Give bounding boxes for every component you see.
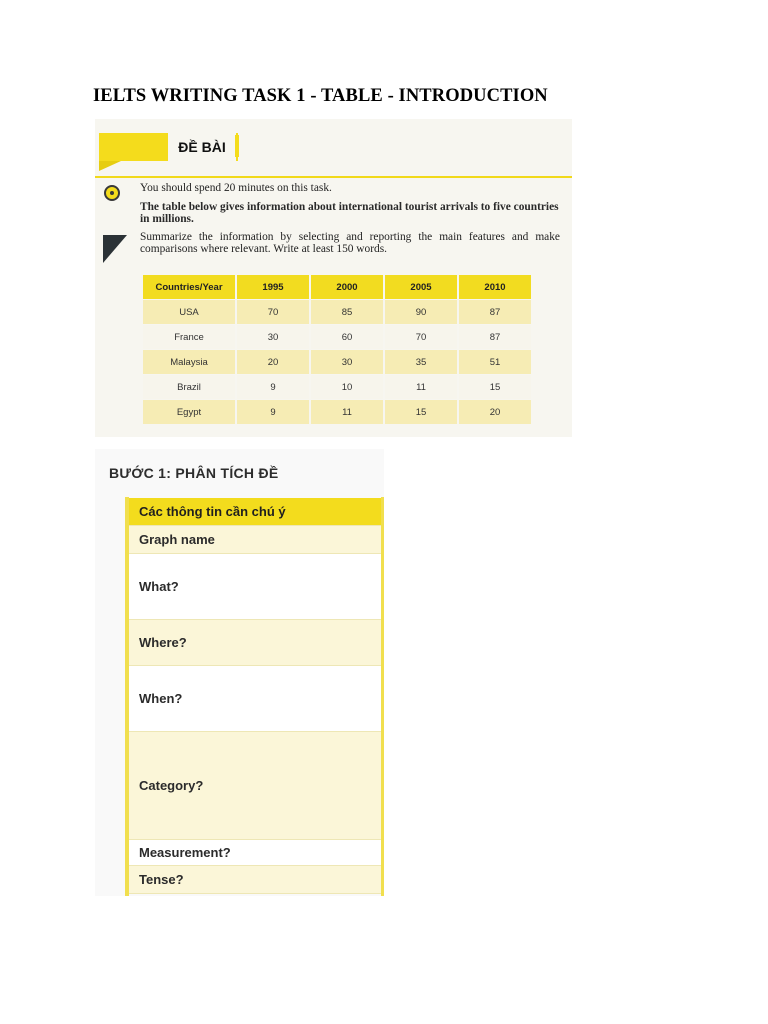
table-cell: 70 <box>385 325 457 349</box>
table-cell: 87 <box>459 325 531 349</box>
table-cell: USA <box>143 300 235 324</box>
table-row <box>143 300 531 324</box>
table-row <box>143 375 531 399</box>
table-cell: 30 <box>237 325 309 349</box>
table-header: 2000 <box>311 275 383 299</box>
page-title: IELTS WRITING TASK 1 - TABLE - INTRODUCTION <box>93 86 548 106</box>
table-header: Countries/Year <box>143 275 235 299</box>
analysis-panel <box>95 449 384 896</box>
table-cell: 51 <box>459 350 531 374</box>
analysis-item-tense: Tense? <box>129 866 381 894</box>
table-cell: 11 <box>385 375 457 399</box>
table-cell: 87 <box>459 300 531 324</box>
table-cell: 30 <box>311 350 383 374</box>
section-label: ĐỀ BÀI <box>166 133 238 161</box>
table-cell: Malaysia <box>143 350 235 374</box>
step-title: BƯỚC 1: PHÂN TÍCH ĐỀ <box>109 465 279 481</box>
table-cell: France <box>143 325 235 349</box>
table-header-row <box>143 275 531 299</box>
analysis-item-measurement: Measurement? <box>129 840 381 866</box>
table-cell: 15 <box>385 400 457 424</box>
bracket-accent <box>235 135 239 157</box>
table-cell: 90 <box>385 300 457 324</box>
table-cell: 15 <box>459 375 531 399</box>
table-row <box>143 325 531 349</box>
table-cell: Egypt <box>143 400 235 424</box>
table-row <box>143 350 531 374</box>
table-cell: 9 <box>237 400 309 424</box>
divider <box>95 176 572 178</box>
ribbon-tail <box>99 161 121 171</box>
table-row <box>143 400 531 424</box>
analysis-header: Các thông tin cần chú ý <box>129 498 381 526</box>
table-cell: 10 <box>311 375 383 399</box>
table-cell: 85 <box>311 300 383 324</box>
instruction-summary: Summarize the information by selecting and reporting the main features and make comparisons where relevant. Write at least 150 words. <box>140 231 560 255</box>
analysis-item-when: When? <box>129 666 381 732</box>
table-cell: 20 <box>237 350 309 374</box>
table-header: 2010 <box>459 275 531 299</box>
analysis-item-category: Category? <box>129 732 381 840</box>
target-icon <box>104 185 120 201</box>
analysis-item-graph-name: Graph name <box>129 526 381 554</box>
table-cell: 9 <box>237 375 309 399</box>
table-cell: 35 <box>385 350 457 374</box>
table-cell: 11 <box>311 400 383 424</box>
table-cell: 60 <box>311 325 383 349</box>
tourist-arrivals-table <box>141 274 533 425</box>
table-header: 1995 <box>237 275 309 299</box>
corner-triangle-icon <box>103 235 127 263</box>
table-cell: Brazil <box>143 375 235 399</box>
analysis-item-what: What? <box>129 554 381 620</box>
instruction-time: You should spend 20 minutes on this task. <box>140 182 332 194</box>
right-accent-bar <box>381 497 384 896</box>
table-cell: 70 <box>237 300 309 324</box>
table-header: 2005 <box>385 275 457 299</box>
task-prompt-panel <box>95 119 572 437</box>
table-cell: 20 <box>459 400 531 424</box>
instruction-description: The table below gives information about international tourist arrivals to five countries in millions. <box>140 201 559 225</box>
analysis-item-where: Where? <box>129 620 381 666</box>
